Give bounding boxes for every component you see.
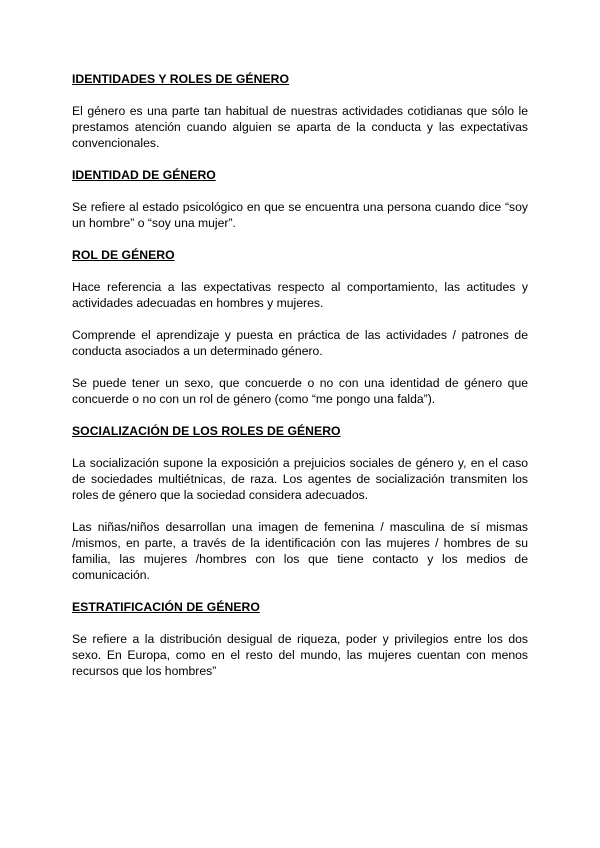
section-identidad-de-genero [72, 167, 528, 231]
paragraph: El género es una parte tan habitual de nuestras actividades cotidianas que sólo le prestamos atención cuando alguien se aparta de la conducta y las expectativas convencionales. [72, 104, 528, 150]
section-socializacion-roles [72, 423, 528, 583]
section-identidades-y-roles [72, 71, 528, 151]
section-estratificacion-genero [72, 599, 528, 679]
section-heading: ESTRATIFICACIÓN DE GÉNERO [72, 600, 260, 614]
paragraph: Se refiere a la distribución desigual de riqueza, poder y privilegios entre los dos sexo. En Europa, como en el resto del mundo, las mujeres cuentan con menos recursos que los hombres” [72, 632, 528, 678]
paragraph: Las niñas/niños desarrollan una imagen de femenina / masculina de sí mismas /mismos, en parte, a través de la identificación con las mujeres / hombres de su familia, las mujeres /hombres con los que tiene contacto y los medios de comunicación. [72, 520, 528, 582]
section-rol-de-genero [72, 247, 528, 407]
paragraph: Hace referencia a las expectativas respecto al comportamiento, las actitudes y actividades adecuadas en hombres y mujeres. [72, 280, 528, 310]
paragraph: Se puede tener un sexo, que concuerde o no con una identidad de género que concuerde o no con un rol de género (como “me pongo una falda”). [72, 376, 528, 406]
section-heading: SOCIALIZACIÓN DE LOS ROLES DE GÉNERO [72, 424, 341, 438]
document-body [72, 71, 528, 695]
section-heading: IDENTIDADES Y ROLES DE GÉNERO [72, 72, 290, 86]
paragraph: Comprende el aprendizaje y puesta en práctica de las actividades / patrones de conducta asociados a un determinado género. [72, 328, 528, 358]
section-heading: IDENTIDAD DE GÉNERO [72, 168, 216, 182]
paragraph: Se refiere al estado psicológico en que se encuentra una persona cuando dice “soy un hombre” o “soy una mujer”. [72, 200, 528, 230]
paragraph: La socialización supone la exposición a prejuicios sociales de género y, en el caso de sociedades multiétnicas, de raza. Los agentes de socialización transmiten los roles de género que la sociedad considera adecuados. [72, 456, 528, 502]
section-heading: ROL DE GÉNERO [72, 248, 175, 262]
